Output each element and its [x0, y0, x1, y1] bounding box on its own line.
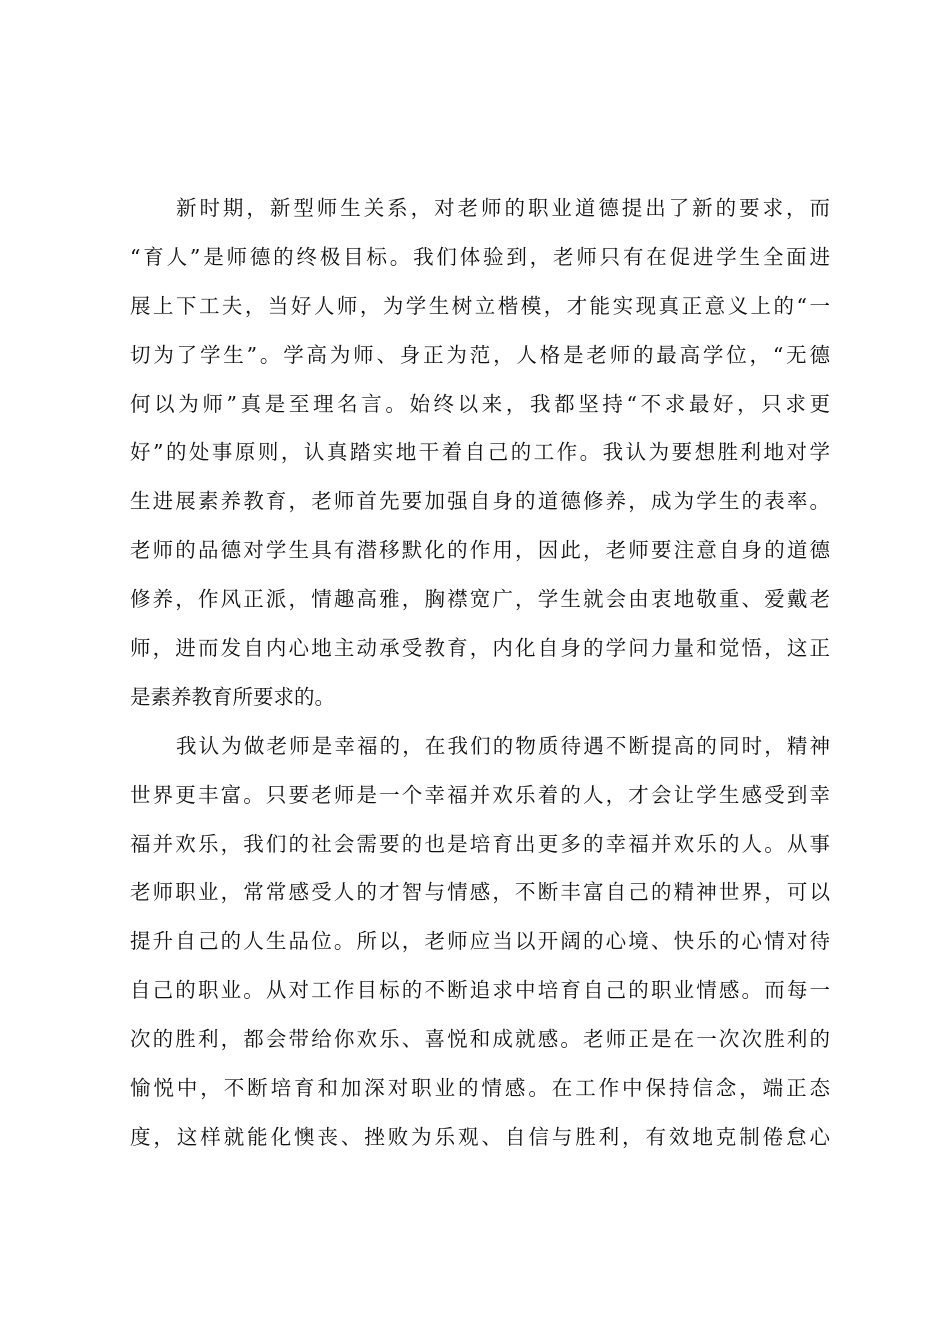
paragraph-1-line-10: 师，进而发自内心地主动承受教育，内化自身的学问力量和觉悟，这正 — [130, 636, 830, 661]
paragraph-1-line-9: 修养，作风正派，情趣高雅，胸襟宽广，学生就会由衷地敬重、爱戴老 — [130, 587, 830, 612]
paragraph-1-line-5: 何以为师”真是至理名言。始终以来，我都坚持“不求最好，只求更 — [130, 391, 830, 416]
paragraph-1-line-6: 好”的处事原则，认真踏实地干着自己的工作。我认为要想胜利地对学 — [130, 440, 830, 465]
paragraph-1-line-4: 切为了学生”。学高为师、身正为范，人格是老师的最高学位，“无德 — [130, 342, 830, 367]
paragraph-1-line-1: 新时期，新型师生关系，对老师的职业道德提出了新的要求，而 — [176, 196, 830, 220]
paragraph-2-line-3: 福并欢乐，我们的社会需要的也是培育出更多的幸福并欢乐的人。从事 — [130, 831, 830, 856]
paragraph-2-line-8: 愉悦中，不断培育和加深对职业的情感。在工作中保持信念，端正态 — [130, 1076, 830, 1101]
paragraph-2-line-5: 提升自己的人生品位。所以，老师应当以开阔的心境、快乐的心情对待 — [130, 929, 830, 954]
paragraph-1-line-11: 是素养教育所要求的。 — [130, 684, 335, 709]
paragraph-2-line-9: 度，这样就能化懊丧、挫败为乐观、自信与胜利，有效地克制倦怠心 — [130, 1124, 830, 1149]
document-body — [130, 184, 830, 1162]
paragraph-1-line-2: “育人”是师德的终极目标。我们体验到，老师只有在促进学生全面进 — [130, 244, 830, 269]
paragraph-2-line-6: 自己的职业。从对工作目标的不断追求中培育自己的职业情感。而每一 — [130, 978, 830, 1003]
paragraph-2-line-1: 我认为做老师是幸福的，在我们的物质待遇不断提高的同时，精神 — [176, 733, 830, 758]
paragraph-2-line-7: 次的胜利，都会带给你欢乐、喜悦和成就感。老师正是在一次次胜利的 — [130, 1027, 830, 1052]
paragraph-1-line-8: 老师的品德对学生具有潜移默化的作用，因此，老师要注意自身的道德 — [130, 538, 830, 563]
paragraph-2-line-4: 老师职业，常常感受人的才智与情感，不断丰富自己的精神世界，可以 — [130, 880, 830, 905]
paragraph-1-line-7: 生进展素养教育，老师首先要加强自身的道德修养，成为学生的表率。 — [130, 489, 830, 514]
paragraph-2-line-2: 世界更丰富。只要老师是一个幸福并欢乐着的人，才会让学生感受到幸 — [130, 782, 830, 807]
paragraph-1-line-3: 展上下工夫，当好人师，为学生树立楷模，才能实现真正意义上的“一 — [130, 293, 830, 318]
